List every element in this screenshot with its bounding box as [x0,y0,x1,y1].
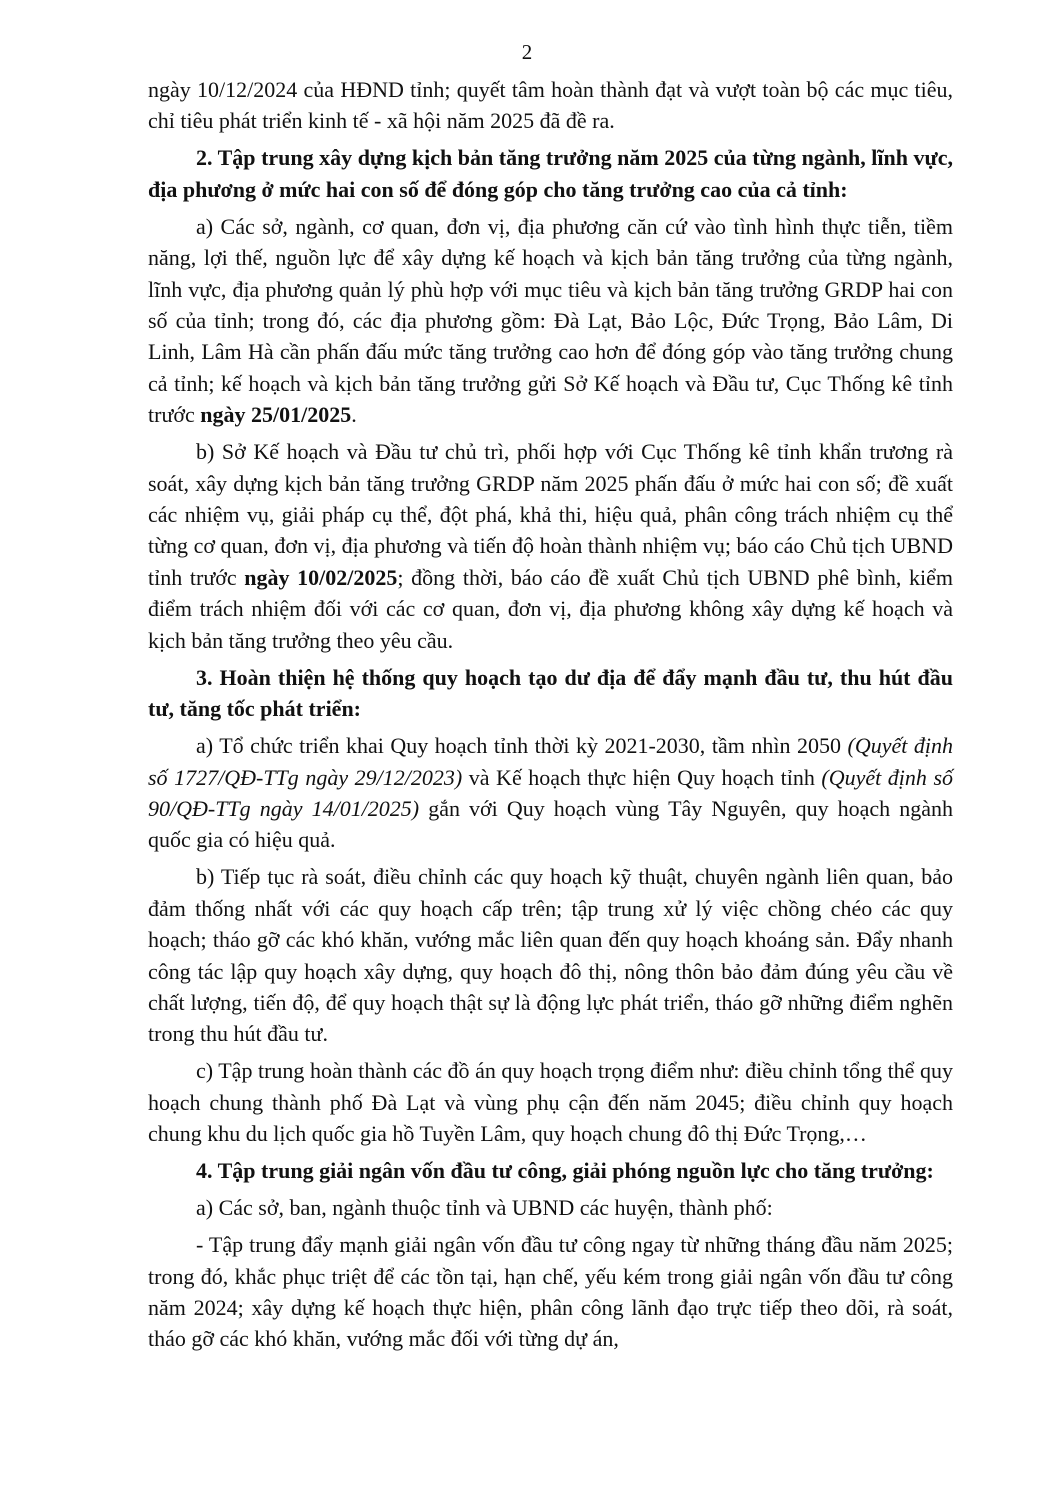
text-run: b) Tiếp tục rà soát, điều chỉnh các quy hoạch kỹ thuật, chuyên ngành liên quan, bảo đảm thống nhất với các quy hoạch cấp trên; tập trung xử lý việc chồng chéo các quy hoạch; tháo gỡ các khó khăn, vướng mắc liên quan đến quy hoạch khoáng sản. Đẩy nhanh công tác lập quy hoạch xây dựng, quy hoạch đô thị, nông thôn bảo đảm đúng yêu cầu về chất lượng, tiến độ, để quy hoạch thật sự là động lực phát triển, tháo gỡ những điểm nghẽn trong thu hút đầu tư. [148,864,953,1047]
paragraph-2a [148,211,953,431]
text-run: - Tập trung đẩy mạnh giải ngân vốn đầu tư công ngay từ những tháng đầu năm 2025; trong đó, khắc phục triệt để các tồn tại, hạn chế, yếu kém trong giải ngân vốn đầu tư công năm 2024; xây dựng kế hoạch thực hiện, phân công lãnh đạo trực tiếp theo dõi, rà soát, tháo gỡ các khó khăn, vướng mắc đối với từng dự án, [148,1232,953,1352]
section-heading-4 [148,1155,953,1186]
paragraph-3b [148,861,953,1049]
heading-text: 2. Tập trung xây dựng kịch bản tăng trưởng năm 2025 của từng ngành, lĩnh vực, địa phương ở mức hai con số để đóng góp cho tăng trưởng cao của cả tỉnh: [148,145,953,202]
paragraph-3c [148,1055,953,1149]
deadline-date: ngày 10/02/2025 [244,564,398,590]
text-run: ; đồng thời, báo cáo đề xuất Chủ tịch UBND phê bình, kiểm điểm trách nhiệm đối với các cơ quan, đơn vị, địa phương không xây dựng kế hoạch và kịch bản tăng trưởng theo yêu cầu. [148,564,953,653]
text-run: a) Tổ chức triển khai Quy hoạch tỉnh thời kỳ 2021-2030, tầm nhìn 2050 [196,733,848,759]
text-run: a) Các sở, ban, ngành thuộc tỉnh và UBND các huyện, thành phố: [196,1195,773,1221]
decision-reference: (Quyết định số 1727/QĐ-TTg ngày 29/12/2023) [148,733,953,790]
heading-text: 4. Tập trung giải ngân vốn đầu tư công, giải phóng nguồn lực cho tăng trưởng: [196,1158,934,1184]
text-run: . [351,402,357,428]
paragraph-3a [148,730,953,856]
text-run: và Kế hoạch thực hiện Quy hoạch tỉnh [462,764,822,790]
paragraph-4a [148,1192,953,1223]
page-number: 2 [521,40,533,64]
paragraph-4a-bullet [148,1229,953,1355]
text-run: b) Sở Kế hoạch và Đầu tư chủ trì, phối hợp với Cục Thống kê tỉnh khẩn trương rà soát, xây dựng kịch bản tăng trưởng GRDP năm 2025 phấn đấu ở mức hai con số; đề xuất các nhiệm vụ, giải pháp cụ thể, đột phá, khả thi, hiệu quả, phân công trách nhiệm cụ thể từng cơ quan, đơn vị, địa phương và tiến độ hoàn thành nhiệm vụ; báo cáo Chủ tịch UBND tỉnh trước [148,439,953,590]
section-heading-3 [148,662,953,725]
heading-text: 3. Hoàn thiện hệ thống quy hoạch tạo dư địa để đẩy mạnh đầu tư, thu hút đầu tư, tăng tốc phát triển: [148,664,953,722]
paragraph-2b [148,436,953,656]
decision-reference: (Quyết định số 90/QĐ-TTg ngày 14/01/2025) [148,764,954,821]
document-body [148,74,953,1360]
deadline-date: ngày 25/01/2025 [200,402,352,428]
paragraph-continuation [148,74,953,137]
text-run: c) Tập trung hoàn thành các đồ án quy hoạch trọng điểm như: điều chỉnh tổng thể quy hoạch chung thành phố Đà Lạt và vùng phụ cận đến năm 2045; điều chỉnh quy hoạch chung khu du lịch quốc gia hồ Tuyền Lâm, quy hoạch chung đô thị Đức Trọng,… [148,1058,953,1147]
text-run: ngày 10/12/2024 của HĐND tỉnh; quyết tâm hoàn thành đạt và vượt toàn bộ các mục tiêu, chỉ tiêu phát triển kinh tế - xã hội năm 2025 đã đề ra. [148,77,953,134]
section-heading-2 [148,142,953,205]
text-run: gắn với Quy hoạch vùng Tây Nguyên, quy hoạch ngành quốc gia có hiệu quả. [148,795,953,853]
text-run: a) Các sở, ngành, cơ quan, đơn vị, địa phương căn cứ vào tình hình thực tiễn, tiềm năng, lợi thế, nguồn lực để xây dựng kế hoạch và kịch bản tăng trưởng của từng ngành, lĩnh vực, địa phương quản lý phù hợp với mục tiêu và kịch bản tăng trưởng GRDP hai con số của tỉnh; trong đó, các địa phương gồm: Đà Lạt, Bảo Lộc, Đức Trọng, Bảo Lâm, Di Linh, Lâm Hà cần phấn đấu mức tăng trưởng cao hơn để đóng góp vào tăng trưởng chung cả tỉnh; kế hoạch và kịch bản tăng trưởng gửi Sở Kế hoạch và Đầu tư, Cục Thống kê tỉnh trước [148,213,953,428]
